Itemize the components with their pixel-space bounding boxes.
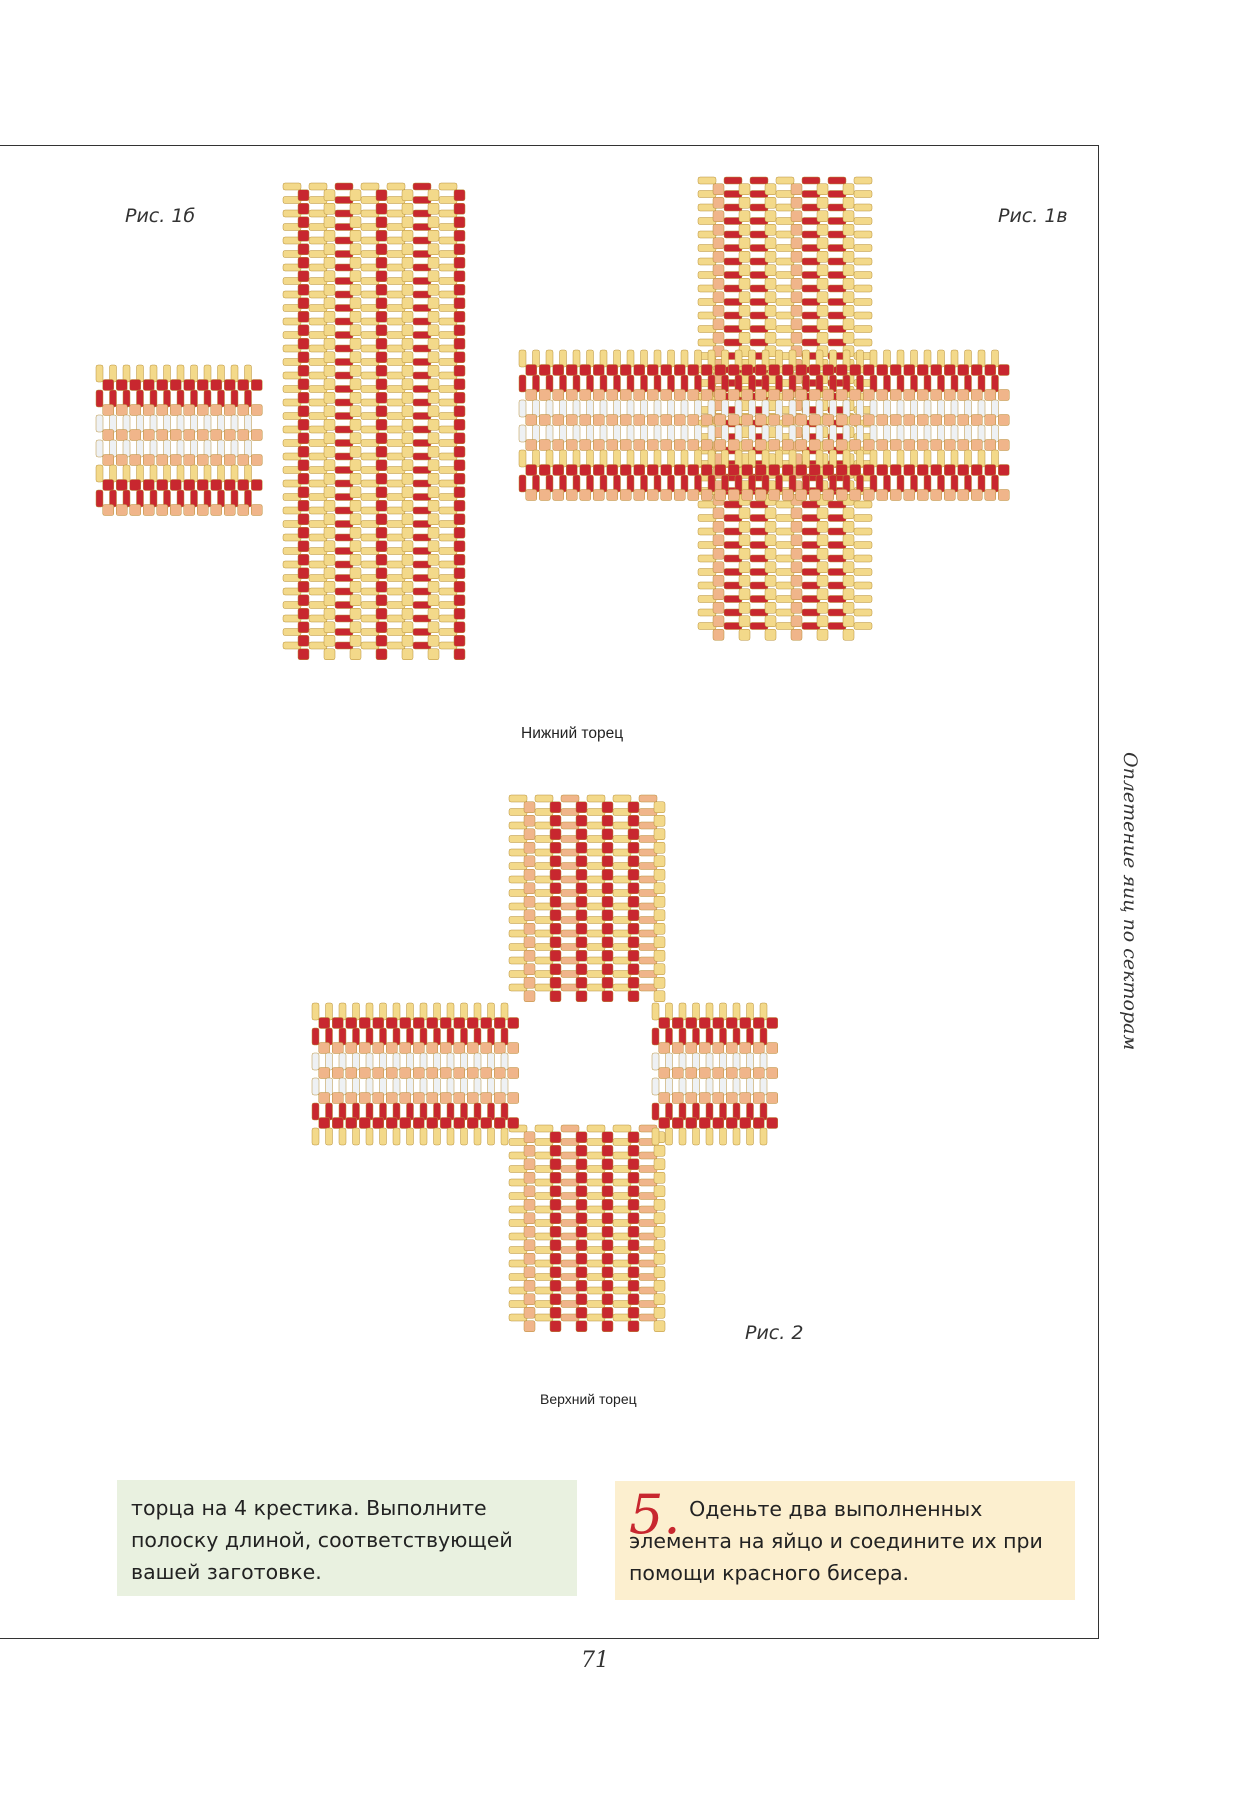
fig2-bead-cross [312,795,778,1332]
step-text: Оденьте два выполненных элемента на яйцо и соедините их при помощи красного бисера. [629,1497,1043,1585]
continued-text-box [117,1480,577,1596]
fig1b-caption: Рис. 1б [125,205,196,227]
bottom-end-label: Нижний торец [521,725,624,742]
step-5-box [615,1481,1075,1600]
page-number: 71 [581,1648,609,1673]
fig1b-bead-cross [96,183,465,660]
fig2-caption: Рис. 2 [745,1322,804,1344]
fig1v-bead-cross [519,177,1009,640]
side-title-text: Оплетение яиц по секторам [1119,752,1141,1051]
step-number: 5. [629,1483,681,1546]
continued-text: торца на 4 крестика. Выполните полоску длиной, соответствующей вашей заготовке. [131,1496,513,1584]
fig1v-caption: Рис. 1в [998,205,1068,227]
top-end-label: Верхний торец [540,1391,637,1407]
side-title [1119,752,1151,1051]
